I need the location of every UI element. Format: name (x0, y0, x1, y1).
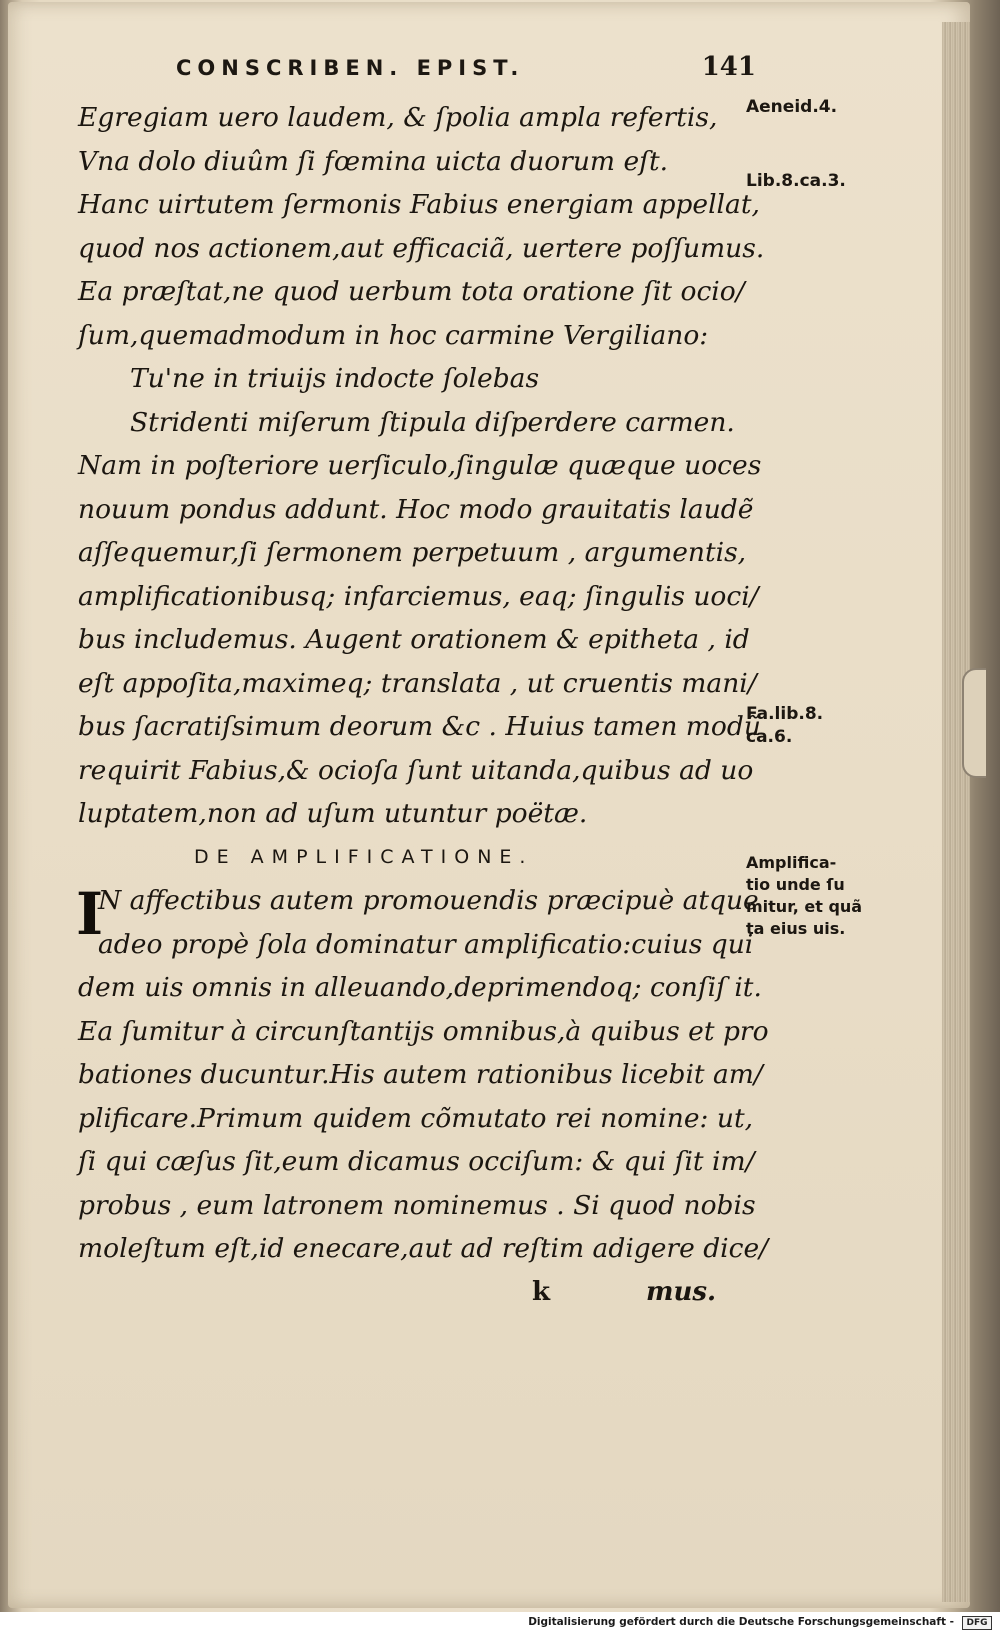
text-line: amplificationibusq; infarciemus, eaq; ſingulis uoci/ (78, 580, 759, 612)
text-line: Hanc uirtutem ſermonis Fabius energiam appellat, (78, 189, 760, 220)
verse-line: Tu'ne in triuijs indocte ſolebas (130, 363, 540, 394)
text-line: luptatem,non ad uſum utuntur poëtæ. (78, 798, 588, 829)
text-line: quod nos actionem,aut efficaciã, uertere poſſumus. (78, 232, 765, 264)
text-line: Vna dolo diuûm ſi fœmina uicta duorum eſt. (78, 145, 669, 177)
text-line: bus ſacratiſsimum deorum &c . Huius tamen modũ (78, 711, 761, 742)
text-line: requirit Fabius,& ocioſa ſunt uitanda,quibus ad uo (78, 754, 754, 786)
text-line-content: N affectibus autem promouendis præcipuè atque (98, 885, 759, 916)
running-title: CONSCRIBEN. EPIST. (176, 56, 525, 80)
margin-note-fa: Fa.lib.8. ca.6. (746, 704, 824, 747)
text-line: aſſequemur,ſi ſermonem perpetuum , argumentis, (78, 537, 747, 568)
text-line: moleſtum eſt,id enecare,aut ad reſtim adigere dice/ (78, 1233, 769, 1264)
text-line: Ea ſumitur à circunſtantijs omnibus,à quibus et pro (78, 1015, 769, 1047)
page-tab-marker (962, 668, 986, 778)
text-line: adeo propè ſola dominatur amplificatio:cuius qui (98, 928, 754, 960)
page-number: 141 (701, 52, 756, 82)
footer (0, 1612, 1000, 1634)
text-line: Ea præſtat,ne quod uerbum tota oratione ſit ocio/ (78, 276, 745, 307)
text-line: dem uis omnis in alleuando,deprimendoq; conſiſ it. (78, 972, 762, 1003)
margin-note-amplificatio: Amplifica- tio unde ſu mitur, et quã ta eius uis. (746, 853, 863, 938)
dfg-logo: DFG (962, 1616, 992, 1630)
margin-note-aeneid: Aeneid.4. (746, 97, 838, 117)
catchword: mus. (646, 1276, 717, 1307)
text-line: plificare.Primum quidem cõmutato rei nomine: ut, (78, 1102, 754, 1134)
text-line: nouum pondus addunt. Hoc modo grauitatis laudẽ (78, 493, 754, 525)
page-edges (942, 22, 970, 1602)
text-line: ſi qui cæſus ſit,eum dicamus occiſum: & qui ſit im/ (78, 1146, 755, 1177)
text-line: Nam in poſteriore uerſiculo,ſingulæ quæque uoces (78, 450, 762, 481)
catchword-line (78, 1271, 738, 1315)
running-head (176, 52, 756, 90)
text-line: Egregiam uero laudem, & ſpolia ampla refertis, (78, 102, 718, 133)
section-heading: DE AMPLIFICATIONE. (194, 845, 534, 868)
text-line: bationes ducuntur.His autem rationibus licebit am/ (78, 1059, 763, 1090)
text-line: probus , eum latronem nominemus . Si quod nobis (78, 1189, 756, 1221)
drop-cap: I (76, 880, 104, 948)
main-text (76, 96, 769, 1314)
margin-note-lib: Lib.8.ca.3. (746, 171, 846, 191)
footer-credit: Digitalisierung gefördert durch die Deutsche Forschungsgemeinschaft - (528, 1616, 954, 1628)
verse-line: Stridenti miſerum ſtipula diſperdere carmen. (130, 406, 735, 438)
text-line: ſum,quemadmodum in hoc carmine Vergiliano: (78, 319, 709, 351)
text-line: eſt appoſita,maximeq; translata , ut cruentis mani/ (78, 667, 757, 699)
signature-mark: k (532, 1276, 551, 1307)
text-line: bus includemus. Augent orationem & epitheta , id (78, 624, 750, 655)
